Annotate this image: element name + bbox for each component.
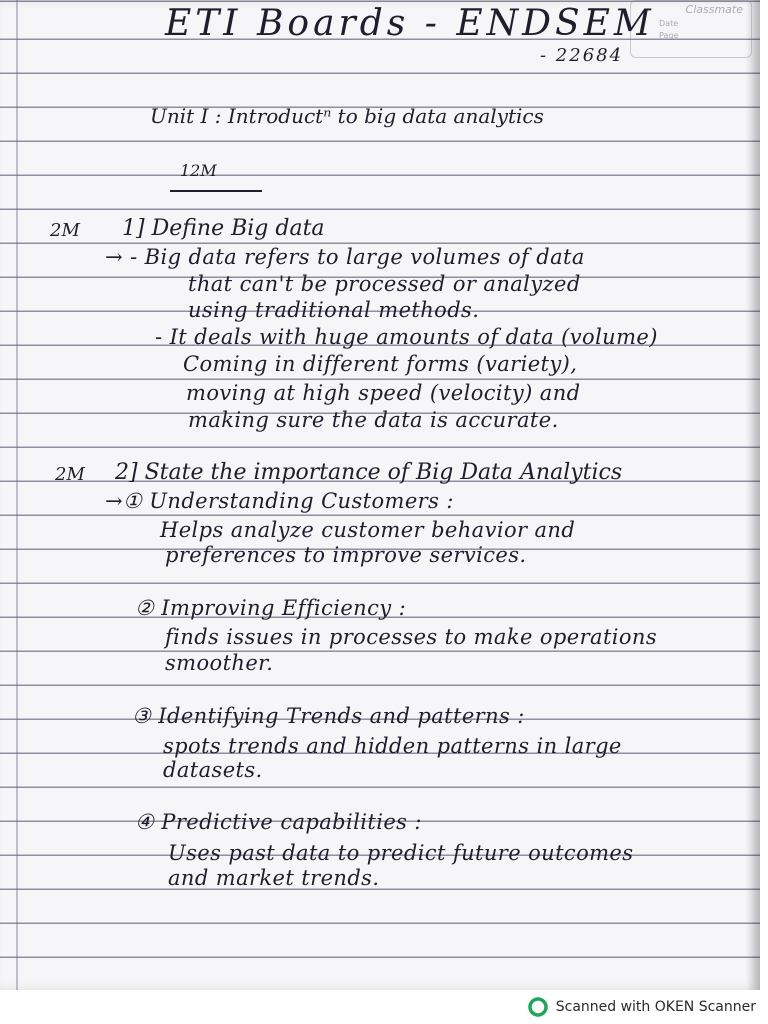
q2-point-1-line-1: Helps analyze customer behavior and <box>160 518 576 542</box>
q2-point-4-heading: ④ Predictive capabilities : <box>135 810 422 834</box>
q1-line-7: making sure the data is accurate. <box>188 408 559 432</box>
page-title: ETI Boards - ENDSEM <box>165 3 655 44</box>
q2-point-3-line-2: datasets. <box>163 758 263 782</box>
q2-point-3-heading: ③ Identifying Trends and patterns : <box>132 704 525 728</box>
unit-heading: Unit I : Introductⁿ to big data analytics <box>150 104 544 128</box>
brand-date-label: Date <box>659 19 679 28</box>
q1-line-2: that can't be processed or analyzed <box>188 272 581 296</box>
scanner-text: Scanned with OKEN Scanner <box>555 999 756 1015</box>
q2-title: 2] State the importance of Big Data Analytics <box>115 460 623 485</box>
brand-name: Classmate <box>685 3 743 16</box>
q1-title: 1] Define Big data <box>122 216 325 241</box>
q2-point-1-line-2: preferences to improve services. <box>165 543 527 567</box>
q1-line-4: - It deals with huge amounts of data (volume) <box>155 325 658 349</box>
q2-marks: 2M <box>55 464 85 485</box>
scanner-footer <box>0 990 768 1024</box>
unit-marks-underline <box>170 190 262 192</box>
page-edge-shadow <box>746 0 760 990</box>
q1-line-6: moving at high speed (velocity) and <box>186 381 581 405</box>
q2-point-2-line-1: finds issues in processes to make operations <box>165 625 658 649</box>
q2-point-3-line-1: spots trends and hidden patterns in large <box>163 734 622 758</box>
q1-line-3: using traditional methods. <box>188 298 480 322</box>
q2-point-2-line-2: smoother. <box>165 651 274 675</box>
q2-point-2-heading: ② Improving Efficiency : <box>135 596 407 620</box>
brand-page-label: Page <box>659 31 679 40</box>
q2-point-4-line-1: Uses past data to predict future outcomes <box>168 841 634 865</box>
q2-point-4-line-2: and market trends. <box>168 866 380 890</box>
roll-number: - 22684 <box>540 45 624 66</box>
margin-line <box>16 0 18 990</box>
q2-point-1-heading: →① Understanding Customers : <box>105 489 454 513</box>
q1-marks: 2M <box>50 220 80 241</box>
unit-marks-label: 12M <box>180 161 217 180</box>
scanner-logo-icon <box>528 997 548 1017</box>
scanner-watermark <box>528 997 756 1017</box>
q1-line-1: → - Big data refers to large volumes of data <box>105 245 585 269</box>
q1-line-5: Coming in different forms (variety), <box>183 352 578 376</box>
